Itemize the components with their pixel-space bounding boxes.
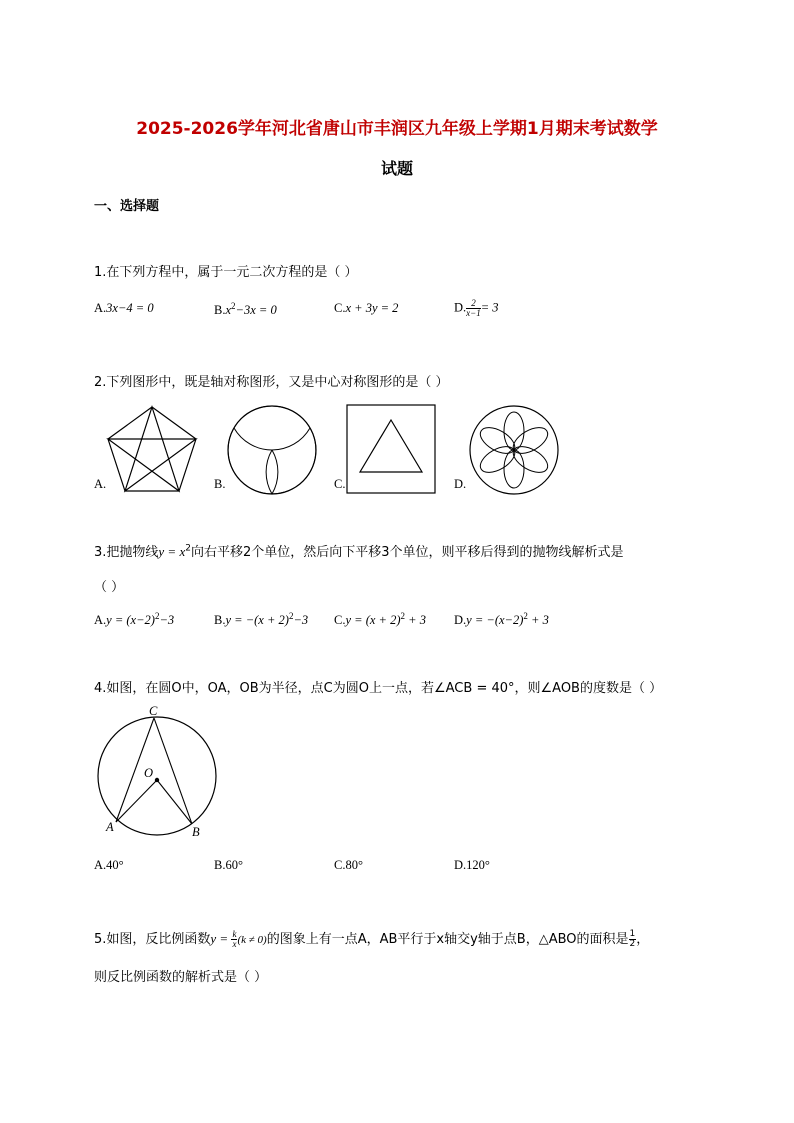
square-triangle-figure xyxy=(346,404,436,494)
question-2-stem: 2.下列图形中，既是轴对称图形，又是中心对称图形的是（ ） xyxy=(94,375,449,390)
question-3-option-b: $B.y = -(x + 2)^2-3$ xyxy=(214,611,309,628)
pentagram-figure xyxy=(104,404,200,494)
question-3-option-d: $D.y = -(x-2)^2 + 3$ xyxy=(454,611,549,628)
question-4-stem: 4.如图，在圆O中，OA，OB为半径，点C为圆O上一点，若∠ACB = 40°，则∠AOB的度数是（ ） xyxy=(94,681,663,696)
question-1-option-a: A.3x−4 = 0 xyxy=(94,301,154,315)
question-3-option-a: $A.y = (x-2)^2-3$ xyxy=(94,611,175,628)
point-c-label: C xyxy=(149,704,158,718)
point-b-label: B xyxy=(192,825,200,839)
question-4-option-a: A.40° xyxy=(94,858,124,872)
question-4-option-b: B.60° xyxy=(214,858,243,872)
question-3-option-c: $C.y = (x + 2)^2 + 3$ xyxy=(334,611,426,628)
question-3-stem-paren: （ ） xyxy=(94,580,125,595)
question-2-option-a: A. xyxy=(94,477,107,491)
trefoil-circle-figure xyxy=(226,404,318,496)
question-1-stem: 1.在下列方程中，属于一元二次方程的是（ ） xyxy=(94,265,358,280)
question-1-option-d: D. $\frac{2}{x-1}$ = 3 xyxy=(454,298,499,318)
point-a-label: A xyxy=(106,820,114,834)
question-4-option-c: C.80° xyxy=(334,858,363,872)
question-2-option-c: C. xyxy=(334,477,346,491)
six-petal-flower-figure xyxy=(468,404,560,496)
point-o-label: O xyxy=(144,766,154,780)
question-1-option-c: C.x + 3y = 2 xyxy=(334,301,399,315)
question-5-stem: 5.如图，反比例函数y = $\frac{k}{x}$ (k ≠ 0)的图象上有一点A，AB平行于x轴交y轴于点B，△ABO的面积是 $\frac{1}{2}$ ， xyxy=(94,929,650,949)
question-2-option-b: B. xyxy=(214,477,226,491)
section-heading: 一、选择题 xyxy=(94,199,160,214)
question-1-option-b: $B.x^2-3x = 0$ xyxy=(214,301,277,318)
question-5-stem-line2: 则反比例函数的解析式是（ ） xyxy=(94,970,268,985)
document-subtitle: 试题 xyxy=(380,159,413,178)
document-title: 2025-2026学年河北省唐山市丰润区九年级上学期1月期末考试数学 xyxy=(136,119,658,139)
question-2-option-d: D. xyxy=(454,477,467,491)
question-3-stem: 3.把抛物线$y = x^2$向右平移2个单位，然后向下平移3个单位，则平移后得到的抛物线解析式是 xyxy=(94,543,624,560)
question-4-option-d: D.120° xyxy=(454,858,490,872)
